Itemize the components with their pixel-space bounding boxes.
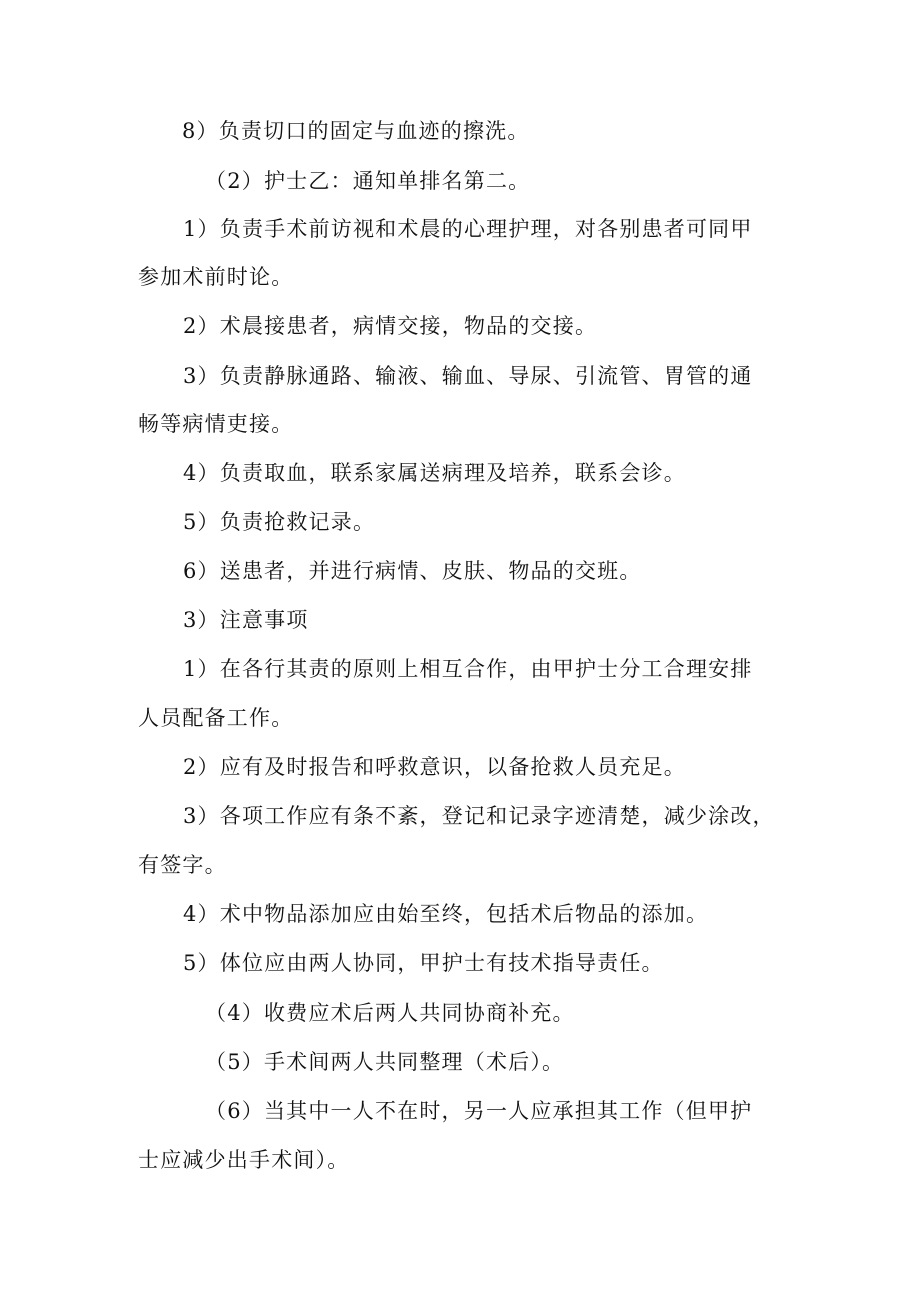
text-line: 人员配备工作。 [138, 706, 294, 730]
text-line: 8）负责切口的固定与血迹的擦洗。 [182, 119, 530, 143]
text-line: 6）送患者，并进行病情、皮肤、物品的交班。 [183, 559, 642, 583]
text-line: 4）术中物品添加应由始至终，包括术后物品的添加。 [183, 902, 709, 926]
text-line: （6）当其中一人不在时，另一人应承担其工作（但甲护 [205, 1099, 753, 1123]
text-line: 3）负责静脉通路、输液、输血、导尿、引流管、胃管的通 [183, 364, 753, 388]
text-line: 3）各项工作应有条不紊，登记和记录字迹清楚，减少涂改， [183, 804, 775, 828]
text-line: 2）应有及时报告和呼救意识，以备抢救人员充足。 [183, 755, 686, 779]
text-line: 5）负责抢救记录。 [183, 510, 376, 534]
text-line: 畅等病情吏接。 [138, 412, 294, 436]
text-line: 4）负责取血，联系家属送病理及培养，联系会诊。 [183, 461, 686, 485]
text-line: 2）术晨接患者，病情交接，物品的交接。 [183, 314, 598, 338]
text-line: 有签字。 [138, 853, 227, 877]
text-line: 5）体位应由两人协同，甲护士有技术指导责任。 [183, 951, 664, 975]
text-line: 3）注意事项 [183, 608, 309, 632]
text-line: （2）护士乙：通知单排名第二。 [205, 169, 531, 193]
text-line: （5）手术间两人共同整理（术后）。 [205, 1050, 565, 1074]
text-line: 参加术前时论。 [138, 265, 294, 289]
text-line: 士应减少出手术间）。 [138, 1148, 350, 1172]
text-line: （4）收费应术后两人共同协商补充。 [205, 1001, 575, 1025]
text-line: 1）负责手术前访视和术晨的心理护理，对各别患者可同甲 [183, 217, 753, 241]
text-line: 1）在各行其责的原则上相互合作，由甲护士分工合理安排 [183, 657, 753, 681]
